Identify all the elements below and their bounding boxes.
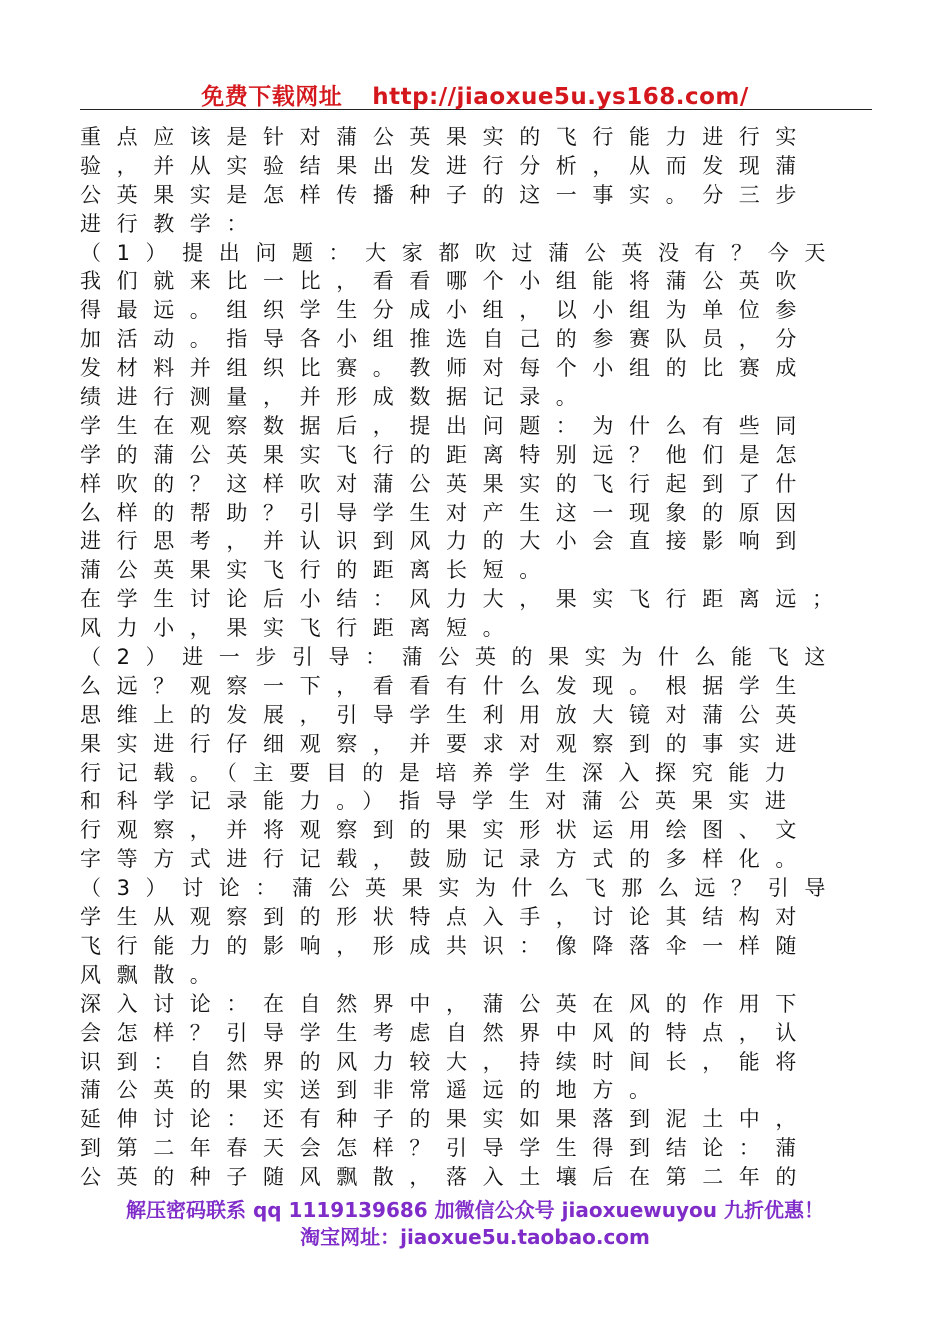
text-line: 风力小，果实飞行距离短。 <box>80 616 520 641</box>
text-line: 绩进行测量，并形成数据记录。 <box>80 385 593 410</box>
text-line: 样吹的？这样吹对蒲公英果实的飞行起到了什 <box>80 471 812 496</box>
text-line: 学的蒲公英果实飞行的距离特别远？他们是怎 <box>80 442 812 467</box>
download-url-link[interactable]: http://jiaoxue5u.ys168.com/ <box>372 84 749 110</box>
text-line: 加活动。指导各小组推选自己的参赛队员，分 <box>80 327 812 352</box>
download-header <box>0 78 950 111</box>
document-body <box>80 123 880 1192</box>
text-line: 蒲公英的果实送到非常遥远的地方。 <box>80 1078 666 1103</box>
text-line: （2）进一步引导：蒲公英的果实为什么能飞这 <box>80 645 841 670</box>
text-line: 会怎样？引导学生考虑自然界中风的特点，认 <box>80 1020 812 1045</box>
text-line: 到第二年春天会怎样？引导学生得到结论：蒲 <box>80 1136 812 1161</box>
text-line: 公英果实是怎样传播种子的这一事实。分三步 <box>80 182 812 207</box>
footer-taobao-link[interactable]: 淘宝网址：jiaoxue5u.taobao.com <box>300 1225 650 1249</box>
text-line: 公英的种子随风飘散，落入土壤后在第二年的 <box>80 1165 812 1190</box>
header-divider <box>80 109 872 110</box>
footer-contact-line: 解压密码联系 qq 1119139686 加微信公众号 jiaoxuewuyou 九折优惠！ <box>126 1198 824 1222</box>
text-line: 得最远。组织学生分成小组，以小组为单位参 <box>80 298 812 323</box>
text-line: 我们就来比一比，看看哪个小组能将蒲公英吹 <box>80 269 812 294</box>
text-line: （1）提出问题：大家都吹过蒲公英没有？今天 <box>80 240 841 265</box>
text-line: 深入讨论：在自然界中，蒲公英在风的作用下 <box>80 991 812 1016</box>
text-line: 么远？观察一下，看看有什么发现。根据学生 <box>80 673 812 698</box>
text-line: 么样的帮助？引导学生对产生这一现象的原因 <box>80 500 812 525</box>
text-line: （3）讨论：蒲公英果实为什么飞那么远？引导 <box>80 876 841 901</box>
text-line: 在学生讨论后小结：风力大，果实飞行距离远； <box>80 587 849 612</box>
text-line: 识到：自然界的风力较大，持续时间长，能将 <box>80 1049 812 1074</box>
text-line: 飞行能力的影响，形成共识：像降落伞一样随 <box>80 933 812 958</box>
text-line: 蒲公英果实飞行的距离长短。 <box>80 558 556 583</box>
text-line: 行记载。（主要目的是培养学生深入探究能力 <box>80 760 802 785</box>
download-label: 免费下载网址 <box>201 84 343 110</box>
text-line: 思维上的发展，引导学生利用放大镜对蒲公英 <box>80 702 812 727</box>
text-line: 延伸讨论：还有种子的果实如果落到泥土中， <box>80 1107 812 1132</box>
footer-promo <box>0 1197 950 1251</box>
text-line: 学生从观察到的形状特点入手，讨论其结构对 <box>80 905 812 930</box>
text-line: 风飘散。 <box>80 962 227 987</box>
text-line: 验，并从实验结果出发进行分析，从而发现蒲 <box>80 153 812 178</box>
text-line: 进行思考，并认识到风力的大小会直接影响到 <box>80 529 812 554</box>
text-line: 发材料并组织比赛。教师对每个小组的比赛成 <box>80 356 812 381</box>
text-line: 进行教学： <box>80 211 263 236</box>
text-line: 行观察，并将观察到的果实形状运用绘图、文 <box>80 818 812 843</box>
text-line: 字等方式进行记载，鼓励记录方式的多样化。 <box>80 847 812 872</box>
text-line: 果实进行仔细观察，并要求对观察到的事实进 <box>80 731 812 756</box>
text-line: 重点应该是针对蒲公英果实的飞行能力进行实 <box>80 125 812 149</box>
text-line: 和科学记录能力。）指导学生对蒲公英果实进 <box>80 789 802 814</box>
text-line: 学生在观察数据后，提出问题：为什么有些同 <box>80 413 812 438</box>
